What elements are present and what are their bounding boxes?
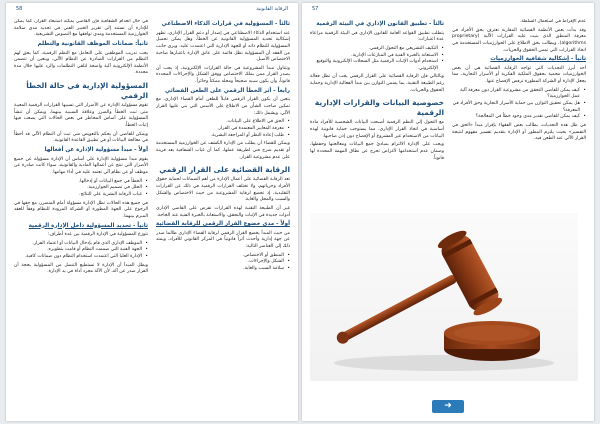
paragraph: يتعين أن يكون القرار الرقمي قابلاً للطعن أمام القضاء الإداري، مع تمكين صاحب الشأن من الاطلاع على الأسس التي بني عليها القرار الآلي، ويشمل ذلك: [156, 97, 290, 116]
right-page [302, 3, 594, 421]
paragraph: تقوم مسؤولية الإدارة عن الأضرار التي تسببها القرارات الرقمية المعيبة متى ثبت الخطأ والضرر وعلاقة السببية بينهما، ويمكن أن تنشأ المسؤولية على أساس المخاطر في بعض الحالات التي يصعب فيها إثبات الخطأ. [14, 103, 148, 129]
list-item: • التكيف التشريعي مع التحول الرقمي. [310, 46, 444, 53]
paragraph: ويمكن للقضاء أن يطلب من الإدارة الكشف عن الخوارزمية المستخدمة أو تقديم شرح فني لطريقة عملها، كما أن غياب الشفافية يعد قرينة على عدم مشروعية القرار. [156, 141, 290, 160]
list-item: • الخطأ في جمع البيانات أو إدخالها. [14, 179, 148, 186]
section-heading: المسؤولية الإدارية في حالة الخطأ الرقمي [26, 81, 148, 101]
list-item: • هل يمكن تحقيق التوازن بين حماية الأسرار التجارية وحق الأفراد في المعرفة؟ [452, 101, 586, 114]
list-item: • الإدارة العليا التي اعتمدت استخدام النظام دون ضمانات كافية. [14, 254, 148, 261]
paragraph: يقوم مبدأ مسؤولية الإدارة على أساس أن الإدارة مسؤولة عن جميع الأضرار التي تنتج عن أعمالها المادية والقانونية، سواء كانت صادرة عن موظف أو عن نظام آلي تعتمد عليه في أداء مهامها. [14, 156, 148, 175]
list-item: • كيف يمكن للقاضي التحقق من مشروعية القرار دون معرفة آلية عمل الخوارزمية؟ [452, 88, 586, 101]
list-item: • كيف يمكن للقاضي تقدير مدى وجود خطأ في المعالجة؟ [452, 114, 586, 121]
running-title: الرقابة القانونية [256, 6, 288, 12]
bullet-list [310, 46, 444, 73]
paragraph: يجب تدريب الموظفين على التعامل مع النظم الرقمية، كما يحق لهم التظلم من القرارات الصادرة عن النظام الآلي، ويتعين أن تتضمن الأنظمة الإلكترونية آلية واضحة لتلقي التظلمات والرد عليها خلال مدة محددة. [14, 50, 148, 76]
book-spread [6, 3, 594, 421]
section-heading: رابعاً - أثر الخطأ الرقمي على الطعن القضائي [165, 87, 290, 94]
left-page-outer-column [156, 19, 290, 415]
paragraph: ويظل المبدأ أن الإدارة لا تستطيع التنصل من المسؤولية بحجة أن القرار صدر عن آلة، لأن الآلة مجرد أداة في يد الإدارة. [14, 262, 148, 275]
section-heading: ثانياً: ضمانات الموظف القانونية والتظلم [37, 40, 148, 47]
list-item: • سلامة السبب والغاية. [156, 266, 290, 273]
list-item: • الخلل في تصميم الخوارزمية. [14, 185, 148, 192]
right-page-outer-column [452, 19, 586, 209]
left-page-inner-column [14, 19, 148, 415]
right-page-header [302, 3, 594, 16]
list-item: • معرفة المعايير المعتمدة في القرار. [156, 126, 290, 133]
page-number: 58 [16, 6, 23, 12]
paragraph: تتوزع المسؤولية في الإدارة الرقمية بين عدة أطراف: [47, 232, 148, 238]
paragraph: ويمكن للقاضي أن يحكم بالتعويض متى ثبت أن النظام الآلي قد أخطأ في معالجة البيانات أو في تطبيق القاعدة القانونية. [14, 131, 148, 144]
section-heading: ثالثاً - المسؤولية في قرارات الذكاء الاصطناعي [161, 21, 290, 27]
list-item: • الموظف الإداري الذي قام بإدخال البيانات أو اعتماد القرار. [14, 241, 148, 248]
section-heading: خصوصية البيانات والقرارات الإدارية الرقمية [314, 98, 444, 118]
paragraph: في حال انعدام الشفافية فإن القاضي يمكنه استبعاد القرار، كما يمكن للإدارة أن تستند إلى تقرير الخبير الفني في تحديد مدى سلامة الخوارزمية المستخدمة ومدى توافقها مع النصوص التشريعية. [14, 19, 148, 38]
paragraph: وقد بدأت بعض الأنظمة القضائية المقارنة تعترف بحق الأفراد في معرفة المنطق الذي بنيت عليه القرارات الآلية (proprietary algorithms)، ويطالب بحق الاطلاع على الخوارزميات المستخدمة في اتخاذ القرارات التي تمس الحقوق والحريات. [452, 27, 586, 53]
list-item: • غياب الرقابة البشرية على النتائج. [14, 192, 148, 199]
section-heading: الرقابة القضائية على القرار الرقمي [159, 165, 290, 175]
bullet-list [14, 179, 148, 199]
list-item: • الشكل والإجراءات. [156, 259, 290, 266]
bullet-list [156, 253, 290, 273]
list-item: • المنطق أو الاختصاص. [156, 253, 290, 260]
paragraph: في ظل هذه التحديات، يطالب بعض الفقهاء بإقرار مبدأ «الحق في التفسير» بحيث يلتزم المطور أو الإدارة بتقديم تفسير مفهوم لنتيجة القرار الآلي عند الطعن فيه. [452, 123, 586, 142]
gavel-photo [310, 213, 578, 381]
list-item: • الحق في الاطلاع على البيانات. [156, 119, 290, 126]
left-page-header [6, 3, 298, 16]
paragraph: عند استخدام الذكاء الاصطناعي في إصدار أو دعم القرار الإداري، تظهر إشكالية تحديد المسؤولية القانونية عن الخطأ، وهل يمكن تحميل المسؤولية للنظام ذاته أو للجهة الإدارية التي اعتمدت عليه. ويرى جانب من الفقه أن المسؤولية تظل قائمة على عاتق الإدارة باعتبارها صاحبة الاختصاص الأصيل. [156, 30, 290, 63]
page-number: 57 [312, 6, 319, 12]
left-page [6, 3, 298, 421]
bullet-list [452, 88, 586, 121]
paragraph: وتتناول مبدأ المشروعية في حالة القرارات الإلكترونية، إذ يجب أن يصدر القرار ممن يملك الاختصاص ووفق الشكل والإجراءات المحددة قانوناً، وأن يكون سببه صحيحاً ومحله ممكناً وجائزاً. [156, 65, 290, 85]
list-item: • طلب إعادة النظر أو المراجعة البشرية. [156, 133, 290, 140]
paragraph: في جميع هذه الحالات تظل الإدارة مسؤولة أمام المتضرر، مع حقها في الرجوع على الجهة المطورة أو الشركة المزودة للنظام وفقاً للعقد المبرم بينهما. [14, 200, 148, 219]
paragraph: غير أن الطبيعة التقنية لهذه القرارات تفرض على القاضي الإداري أدوات جديدة في الإثبات والتحقق، والاستعانة بالخبرة الفنية عند الحاجة. [156, 205, 290, 218]
paragraph: تعد الرقابة القضائية على أعمال الإدارة من أهم الضمانات لحماية حقوق الأفراد وحرياتهم، ولا تختلف القرارات الرقمية في ذلك عن القرارات التقليدية، إذ تخضع لرقابة المشروعية من حيث الاختصاص والشكل والسبب والمحل والغاية. [156, 177, 290, 203]
next-page-button[interactable] [432, 400, 464, 413]
page-footer [302, 391, 594, 421]
paragraph: أحد أبرز التحديات التي تواجه الرقابة القضائية هي أن بعض الخوارزميات محمية بحقوق الملكية الفكرية أو الأسرار التجارية، مما يجعل الإدارة أو الشركة المطورة ترفض الإفصاح عنها. [452, 65, 586, 85]
paragraph: وبالتالي فإن الرقابة القضائية على القرار الرقمي يجب أن تظل فعالة رغم الطبيعة التقنية، بما يضمن التوازن بين مبدأ الفعالية الإدارية وحماية الحقوق والحريات. [310, 74, 444, 93]
arrow-right-icon: ➜ [444, 401, 452, 411]
list-item: • استخدام أدوات الإثبات الرقمية مثل السجلات الإلكترونية والتوقيع الإلكتروني. [310, 59, 444, 72]
paragraph: يتطلب تطبيق القواعد العامة للقانون الإداري في البيئة الرقمية مراعاة عدة اعتبارات: [310, 30, 444, 43]
bullet-list [156, 119, 290, 139]
gavel-icon [310, 213, 578, 381]
list-item: • الجهة الفنية التي صممت النظام أو قامت بتطويره. [14, 247, 148, 254]
section-heading: ثالثاً - تطبيق القانون الإداري في البيئة الرقمية [316, 21, 444, 27]
paragraph: ويجب على الإدارة الالتزام بمبادئ جمع البيانات ومعالجتها وحفظها، وضمان عدم استخدامها لأغراض تخرج عن نطاق المهمة المحددة لها قانوناً. [310, 142, 444, 161]
paragraph: من حيث المبدأ يخضع القرار الرقمي لرقابة القضاء الإداري طالما صدر عن جهة إدارية وأحدث أثراً قانونياً في المركز القانوني للأفراد، ويمتد ذلك إلى العناصر التالية: [156, 230, 290, 250]
paragraph: عدم الإفراط في استعمال السلطة. [519, 19, 586, 24]
bullet-list [14, 241, 148, 261]
section-heading: أولاً - مدى خضوع القرار الرقمي للرقابة القضائية [156, 221, 290, 228]
section-heading: ثانياً - تحديد المسؤولية داخل الإدارة الرقمية [28, 222, 148, 229]
paragraph: مع التحول إلى النظم الرقمية أصبحت البيانات الشخصية للأفراد مادة أساسية في اتخاذ القرار الإداري، مما يستوجب حماية قانونية لهذه البيانات من الاستخدام غير المشروع أو الإفصاح دون إذن صاحبها. [310, 120, 444, 139]
list-item: • الاستعانة بالخبرة الفنية في المنازعات الإدارية. [310, 53, 444, 60]
section-heading: ثانياً - إشكالية شفافية الخوارزميات [490, 56, 586, 63]
section-heading: أولاً - مبدأ مسؤولية الإدارة عن أفعالها [44, 147, 148, 154]
